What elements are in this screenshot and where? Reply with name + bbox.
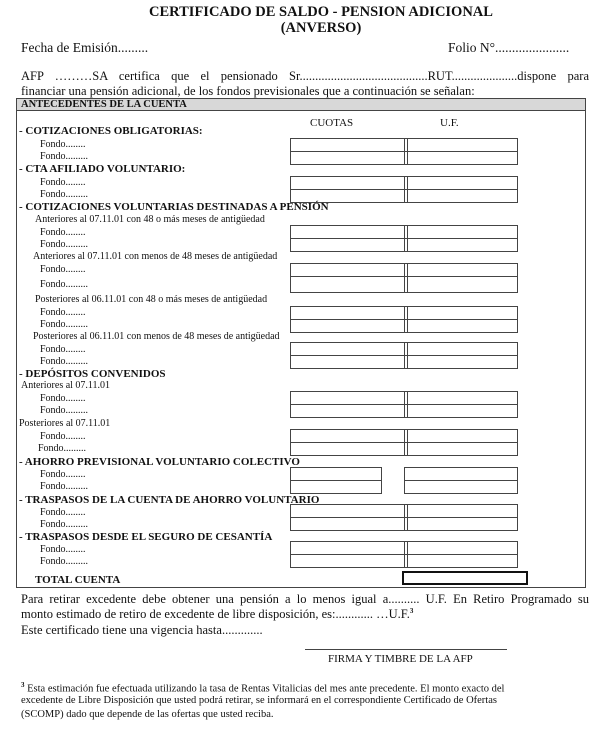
footnote-line-2: excedente de Libre Disposición que usted podrá retirar, se informará en el correspondiente Certificado de Ofertas xyxy=(21,695,497,706)
fondo-label: Fondo........ xyxy=(40,544,86,555)
cuotas-input-pair[interactable] xyxy=(290,429,408,456)
excedente-text: monto estimado de retiro de excedente de libre disposición, es:............ …U.F. xyxy=(21,607,410,622)
uf-input-pair[interactable] xyxy=(404,541,518,568)
fondo-label: Fondo........ xyxy=(40,344,86,355)
fondo-label: Fondo........ xyxy=(40,393,86,404)
account-table-heading: ANTECEDENTES DE LA CUENTA xyxy=(16,98,586,111)
uf-input-pair[interactable] xyxy=(404,263,518,293)
fondo-label: Fondo......... xyxy=(40,189,89,200)
uf-input-pair[interactable] xyxy=(404,504,518,531)
section-traspasos-seguro-cesantia: - TRASPASOS DESDE EL SEGURO DE CESANTÍA xyxy=(19,531,273,543)
fondo-label: Fondo........ xyxy=(40,469,86,480)
fondo-label: Fondo......... xyxy=(40,519,89,530)
uf-input-pair[interactable] xyxy=(404,429,518,456)
subsection-label: Anteriores al 07.11.01 con 48 o más meses de antigüedad xyxy=(35,214,265,225)
cuotas-input-pair[interactable] xyxy=(290,176,408,203)
footnote-line-3: (SCOMP) dado que depende de las ofertas que usted reciba. xyxy=(21,709,274,720)
column-header-cuotas: CUOTAS xyxy=(310,117,354,129)
cuotas-input-pair[interactable] xyxy=(290,263,408,293)
subsection-label: Posteriores al 07.11.01 xyxy=(19,418,111,429)
fondo-label: Fondo......... xyxy=(40,279,89,290)
footnote-marker: 3 xyxy=(21,681,25,689)
cuotas-input-pair[interactable] xyxy=(290,541,408,568)
intro-line-1: AFP ………SA certifica que el pensionado Sr.........................................RUT.....................dispone para xyxy=(21,69,589,83)
section-cta-afiliado-voluntario: - CTA AFILIADO VOLUNTARIO: xyxy=(19,163,186,175)
fondo-label: Fondo......... xyxy=(40,356,89,367)
cuotas-input-pair[interactable] xyxy=(290,225,408,252)
excedente-paragraph-line-1: Para retirar excedente debe obtener una pensión a lo menos igual a.......... U.F. En Retiro Programado su xyxy=(21,592,589,606)
uf-input-pair[interactable] xyxy=(404,342,518,369)
intro-line-2: financiar una pensión adicional, de los fondos previsionales que a continuación se señalan: xyxy=(21,84,475,98)
footnote-line-1 xyxy=(21,681,504,695)
validity-line: Este certificado tiene una vigencia hasta............. xyxy=(21,623,263,637)
document-title: CERTIFICADO DE SALDO - PENSION ADICIONAL xyxy=(149,4,493,20)
column-header-uf: U.F. xyxy=(440,117,459,129)
cuotas-input-pair[interactable] xyxy=(290,138,408,165)
subsection-label: Posteriores al 06.11.01 con 48 o más meses de antigüedad xyxy=(35,294,268,305)
subsection-label: Anteriores al 07.11.01 xyxy=(21,380,111,391)
section-traspasos-ahorro-voluntario: - TRASPASOS DE LA CUENTA DE AHORRO VOLUNTARIO xyxy=(19,494,320,506)
fondo-label: Fondo......... xyxy=(40,405,89,416)
uf-input-pair[interactable] xyxy=(404,138,518,165)
uf-input-pair[interactable] xyxy=(404,225,518,252)
uf-input-pair[interactable] xyxy=(404,306,518,333)
uf-input-pair[interactable] xyxy=(404,391,518,418)
section-cotizaciones-voluntarias: - COTIZACIONES VOLUNTARIAS DESTINADAS A PENSIÓN xyxy=(19,201,329,213)
subsection-label: Posteriores al 06.11.01 con menos de 48 meses de antigüedad xyxy=(33,331,280,342)
fondo-label: Fondo........ xyxy=(40,431,86,442)
section-cotizaciones-obligatorias: - COTIZACIONES OBLIGATORIAS: xyxy=(19,125,203,137)
fondo-label: Fondo......... xyxy=(40,319,89,330)
cuotas-input-pair[interactable] xyxy=(290,467,382,494)
excedente-paragraph-line-2 xyxy=(21,607,413,622)
total-cuenta-label: TOTAL CUENTA xyxy=(35,574,121,586)
document-subtitle: (ANVERSO) xyxy=(280,20,362,36)
fondo-label: Fondo........ xyxy=(40,307,86,318)
cuotas-input-pair[interactable] xyxy=(290,342,408,369)
fondo-label: Fondo......... xyxy=(40,556,89,567)
signature-label: FIRMA Y TIMBRE DE LA AFP xyxy=(328,653,473,665)
fondo-label: Fondo........ xyxy=(40,139,86,150)
fondo-label: Fondo........ xyxy=(40,507,86,518)
folio-field: Folio N°...................... xyxy=(448,40,570,55)
fondo-label: Fondo........ xyxy=(40,227,86,238)
uf-input-pair[interactable] xyxy=(404,467,518,494)
cuotas-input-pair[interactable] xyxy=(290,306,408,333)
fondo-label: Fondo......... xyxy=(40,481,89,492)
section-ahorro-previsional-colectivo: - AHORRO PREVISIONAL VOLUNTARIO COLECTIVO xyxy=(19,456,300,468)
fondo-label: Fondo........ xyxy=(40,264,86,275)
fondo-label: Fondo......... xyxy=(38,443,87,454)
signature-line xyxy=(305,649,507,650)
fondo-label: Fondo......... xyxy=(40,151,89,162)
fondo-label: Fondo........ xyxy=(40,177,86,188)
cuotas-input-pair[interactable] xyxy=(290,504,408,531)
issue-date-field: Fecha de Emisión......... xyxy=(21,40,149,55)
uf-input-pair[interactable] xyxy=(404,176,518,203)
footnote-reference: 3 xyxy=(409,607,414,615)
footnote-text: Esta estimación fue efectuada utilizando la tasa de Rentas Vitalicias del mes ante precedente. El monto exacto del xyxy=(24,683,505,695)
fondo-label: Fondo......... xyxy=(40,239,89,250)
subsection-label: Anteriores al 07.11.01 con menos de 48 meses de antigüedad xyxy=(33,251,278,262)
total-cuenta-field[interactable] xyxy=(402,571,528,585)
cuotas-input-pair[interactable] xyxy=(290,391,408,418)
section-depositos-convenidos: - DEPÓSITOS CONVENIDOS xyxy=(19,368,166,380)
